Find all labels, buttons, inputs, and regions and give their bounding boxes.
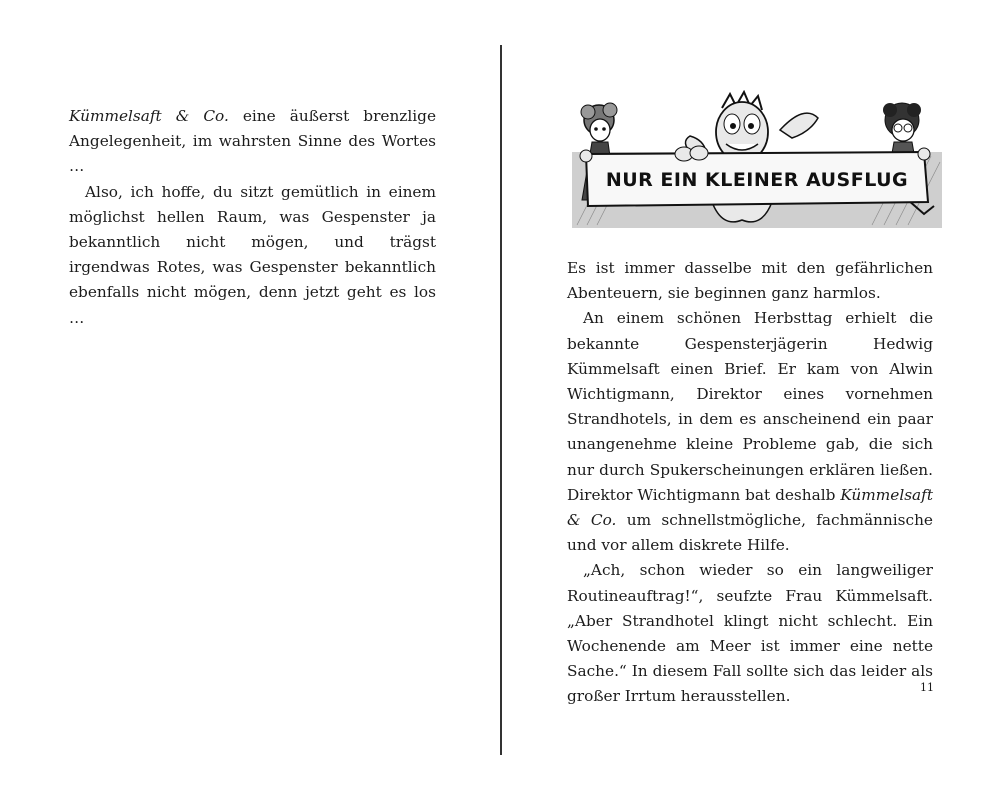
paragraph — [567, 306, 933, 558]
right-page — [502, 0, 1000, 800]
paragraph — [567, 558, 933, 709]
right-page-text — [567, 256, 933, 710]
paragraph — [567, 256, 933, 306]
paragraph — [69, 180, 436, 331]
text-segment: Es ist immer dasselbe mit den gefährlichen Abenteuern, sie beginnen ganz harmlos. — [567, 259, 933, 303]
text-segment: um schnellstmögliche, fachmännische und vor allem diskrete Hilfe. — [567, 511, 933, 555]
left-page-text — [69, 104, 436, 331]
page-number: 11 — [920, 681, 934, 694]
chapter-title: NUR EIN KLEINER AUSFLUG — [605, 169, 909, 191]
paragraph — [69, 104, 436, 180]
text-segment: Also, ich hoffe, du sitzt gemütlich in einem möglichst hellen Raum, was Gespenster ja bekanntlich nicht mögen, und trägst irgendwas Rotes, was Gespenster bekanntlich ebenfalls nicht mögen, denn jetzt geht es los … — [69, 182, 436, 327]
chapter-banner — [580, 146, 930, 206]
italic-text-segment: Kümmelsaft & Co. — [69, 107, 229, 125]
text-segment: An einem schönen Herbsttag erhielt die bekannte Gespensterjägerin Hedwig Kümmelsaft einen Brief. Er kam von Alwin Wichtigmann, Direktor eines vornehmen Strandhotels, in dem es anscheinend ein paar unangenehme kleine Probleme gab, die sich nur durch Spukerscheinungen erklären ließen. Direktor Wichtigmann bat deshalb — [567, 309, 933, 504]
chapter-header-illustration — [572, 90, 942, 236]
text-segment: „Ach, schon wieder so ein langweiliger Routineauftrag!“, seufzte Frau Kümmelsaft. „Aber Strandhotel klingt nicht schlecht. Ein Wochenende am Meer ist immer eine nette Sache.“ In diesem Fall sollte sich das leider als großer Irrtum herausstellen. — [567, 561, 933, 706]
text-segment: eine äußerst brenzlige Angelegenheit, im wahrsten Sinne des Wortes … — [69, 107, 436, 176]
italic-text-segment: Kümmelsaft & Co. — [567, 485, 933, 530]
